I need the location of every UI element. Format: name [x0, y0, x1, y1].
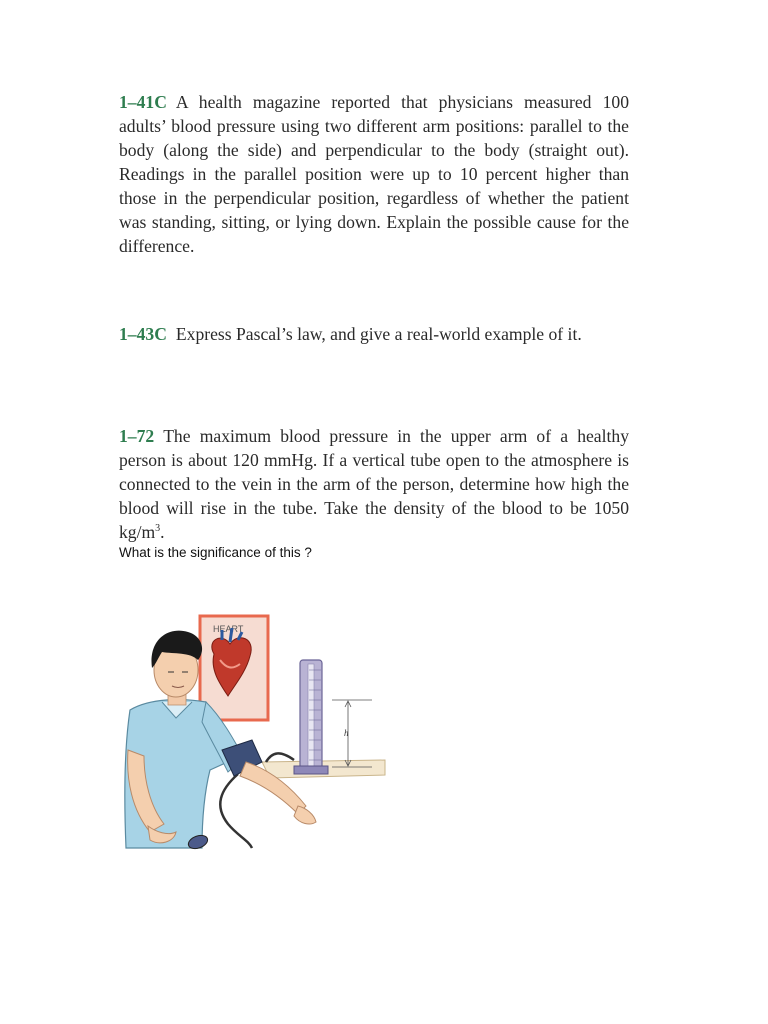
- problem-text: A health magazine reported that physicians measured 100 adults’ blood pressure using two different arm positions: parallel to the body (along the side) and perpendicular to the body (straight out). Readings in the parallel position were up to 10 percent higher than those in the perpendicular position, regardless of whether the patient was standing, sitting, or lying down. Explain the possible cause for the difference.: [119, 92, 629, 256]
- problem-number: 1–43C: [119, 324, 167, 344]
- problem-1-43c: [119, 322, 629, 346]
- manometer-icon: [294, 660, 328, 774]
- problem-1-41c: [119, 90, 629, 258]
- problem-number: 1–72: [119, 426, 155, 446]
- superscript: 3: [155, 523, 161, 535]
- problem-text: Express Pascal’s law, and give a real-world example of it.: [175, 324, 582, 344]
- height-label: h: [344, 728, 349, 738]
- problem-1-72: [119, 424, 629, 544]
- heart-label: HEART: [213, 624, 244, 634]
- problem-text: The maximum blood pressure in the upper arm of a healthy person is about 120 mmHg. If a vertical tube open to the atmosphere is connected to the vein in the arm of the person, determine how high the blood will rise in the tube. Take the density of the blood to be 1050 kg/m: [119, 426, 629, 542]
- blood-pressure-illustration: [110, 610, 390, 870]
- problem-text-end: .: [160, 522, 165, 542]
- bulb-tube: [220, 774, 252, 848]
- pressure-tube: [266, 753, 294, 762]
- question-text: What is the significance of this ?: [119, 545, 312, 560]
- height-marker: [332, 700, 372, 767]
- problem-number: 1–41C: [119, 92, 167, 112]
